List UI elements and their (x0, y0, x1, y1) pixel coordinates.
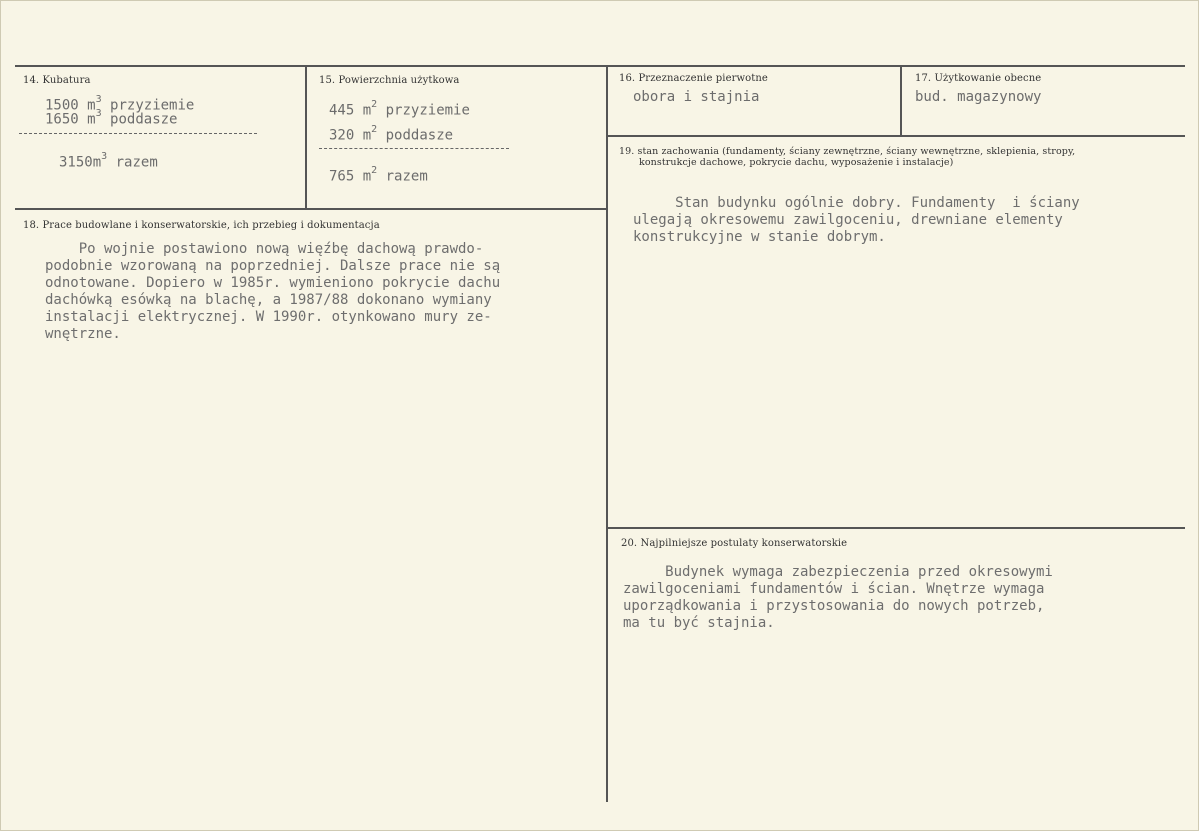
field-14-total (59, 150, 158, 172)
field-20-line: ma tu być stajnia. (623, 615, 775, 631)
field-18-line: Po wojnie postawiono nową więźbę dachową prawdo- (45, 241, 484, 257)
field-14-total-rest: razem (115, 154, 158, 171)
field-19-label-line-2: konstrukcje dachowe, pokrycie dachu, wyposażenie i instalacje) (639, 157, 954, 168)
field-15-line-2-rest: poddasze (385, 127, 454, 144)
rule-above-20 (608, 527, 1185, 529)
field-14-line-2-rest: poddasze (110, 111, 178, 128)
main-center-divider (606, 67, 608, 802)
field-14-sum-rule (19, 133, 257, 134)
field-15-total-rest: razem (385, 168, 428, 185)
field-14-line-1-value: 1500 m (45, 97, 96, 114)
field-19-label-line-1: 19. stan zachowania (fundamenty, ściany zewnętrzne, ściany wewnętrzne, sklepienia, stropy, (619, 146, 1076, 157)
field-19-line: konstrukcyjne w stanie dobrym. (633, 229, 886, 245)
field-20-label: 20. Najpilniejsze postulaty konserwatorskie (621, 538, 848, 549)
field-14-line-2-value: 1650 m (45, 111, 96, 128)
field-17-value: bud. magazynowy (915, 89, 1042, 105)
divider-14-15 (305, 67, 307, 209)
field-18-label: 18. Prace budowlane i konserwatorskie, ich przebieg i dokumentacja (23, 220, 380, 231)
field-15-line-2 (329, 123, 453, 145)
field-20-line: Budynek wymaga zabezpieczenia przed okresowymi (623, 564, 1053, 580)
field-15-line-1 (329, 98, 470, 120)
field-15-line-1-rest: przyziemie (385, 102, 470, 119)
field-18-line: dachówką esówką na blachę, a 1987/88 dokonano wymiany (45, 292, 492, 308)
field-15-total-value: 765 m (329, 168, 372, 185)
rule-below-16-17 (608, 135, 1185, 137)
field-14-total-sup: 3 (101, 151, 108, 162)
field-16-label: 16. Przeznaczenie pierwotne (619, 73, 768, 84)
field-16-value: obora i stajnia (633, 89, 760, 105)
field-15-sum-rule (319, 148, 509, 149)
field-15-total (329, 164, 428, 186)
divider-16-17 (900, 67, 902, 135)
field-18-line: odnotowane. Dopiero w 1985r. wymieniono pokrycie dachu (45, 275, 501, 291)
field-15-line-2-value: 320 m (329, 127, 372, 144)
field-15-total-sup: 2 (371, 165, 378, 176)
field-20-line: zawilgoceniami fundamentów i ścian. Wnętrze wymaga (623, 581, 1045, 597)
top-rule (15, 65, 1185, 67)
field-19-line: ulegają okresowemu zawilgoceniu, drewniane elementy (633, 212, 1063, 228)
field-14-total-value: 3150m (59, 154, 102, 171)
field-20-line: uporządkowania i przystosowania do nowych potrzeb, (623, 598, 1045, 614)
field-15-label: 15. Powierzchnia użytkowa (319, 75, 460, 86)
field-14-line-2-sup: 3 (95, 108, 102, 119)
field-14-line-1-sup: 3 (95, 94, 102, 105)
field-14-line-1-rest: przyziemie (110, 97, 195, 114)
field-17-label: 17. Użytkowanie obecne (915, 73, 1042, 84)
field-15-line-2-sup: 2 (371, 124, 378, 135)
field-19-line: Stan budynku ogólnie dobry. Fundamenty i ściany (633, 195, 1080, 211)
field-18-line: instalacji elektrycznej. W 1990r. otynkowano mury ze- (45, 309, 492, 325)
field-14-label: 14. Kubatura (23, 75, 91, 86)
field-14-line-2 (45, 107, 177, 129)
field-18-line: wnętrzne. (45, 326, 121, 342)
rule-below-14-15 (15, 208, 607, 210)
field-15-line-1-sup: 2 (371, 99, 378, 110)
field-18-line: podobnie wzorowaną na poprzedniej. Dalsze prace nie są (45, 258, 501, 274)
field-15-line-1-value: 445 m (329, 102, 372, 119)
